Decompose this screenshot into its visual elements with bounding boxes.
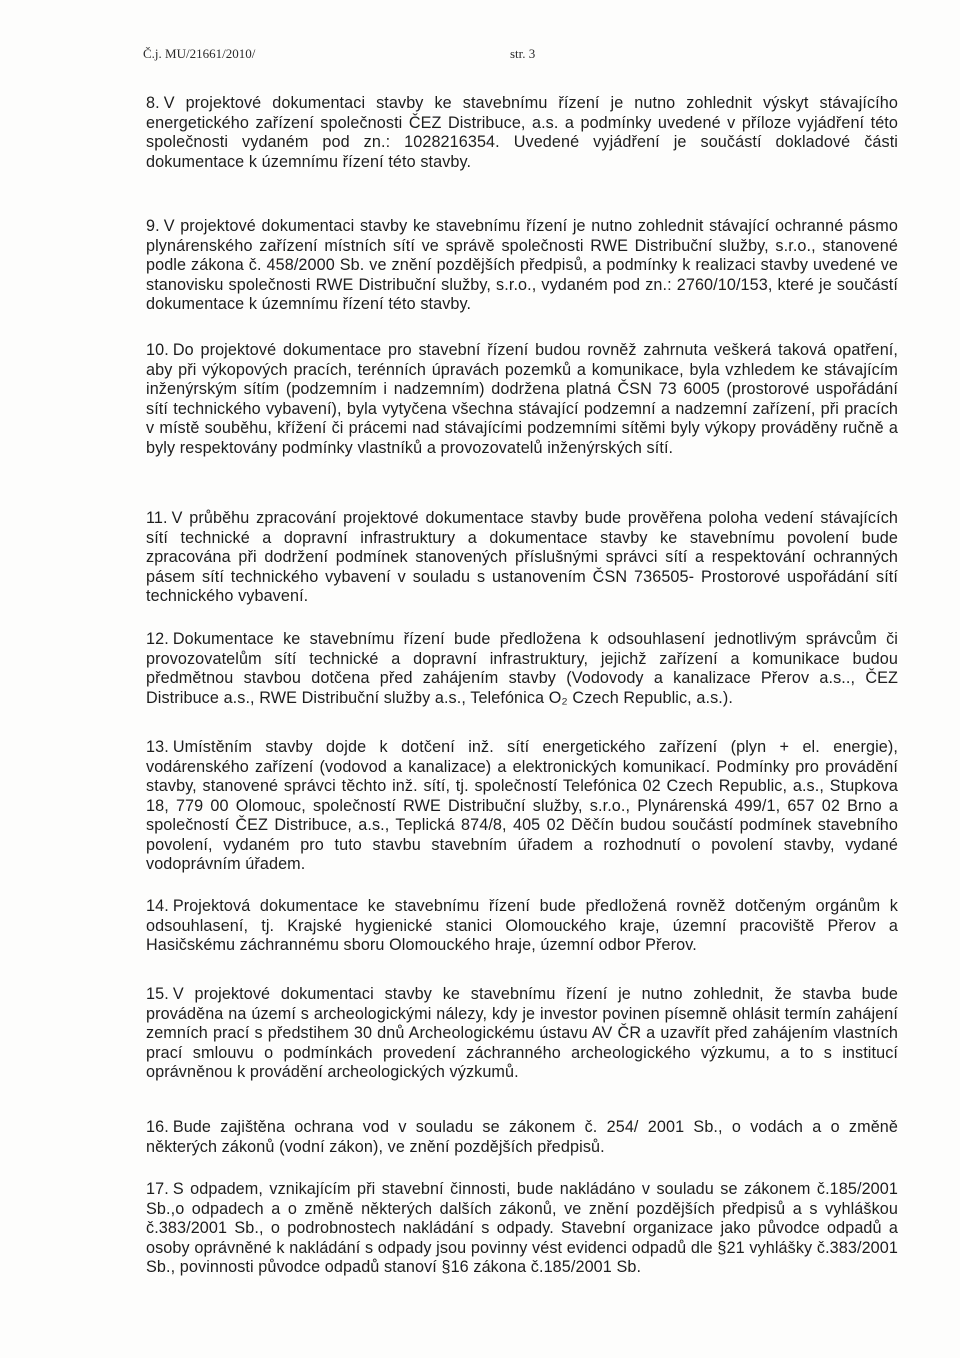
paragraph-9 <box>146 217 898 315</box>
paragraph-text: Bude zajištěna ochrana vod v souladu se zákonem č. 254/ 2001 Sb., o vodách a o změně některých zákonů (vodní zákon), ve znění pozdějších předpisů. <box>146 1118 898 1156</box>
paragraph-number: 13. <box>146 738 169 756</box>
paragraph-number: 12. <box>146 630 169 648</box>
paragraph-text: S odpadem, vznikajícím při stavební činnosti, bude nakládáno v souladu se zákonem č.185/2001 Sb.,o odpadech a o změně některých dalších zákonů, ve znění pozdějších předpisů a s vyhláškou č.383/2001 Sb., o podrobnostech nakládání s odpady. Stavební organizace jako původce odpadů a osoby oprávněné k nakládání s odpady jsou povinny vést evidenci odpadů dle §21 vyhlášky č.383/2001 Sb., povinnosti původce odpadů stanoví §16 zákona č.185/2001 Sb. <box>146 1180 898 1276</box>
paragraph-text: V projektové dokumentaci stavby ke stavebnímu řízení je nutno zohlednit, že stavba bude prováděna na území s archeologickými nálezy, kdy je investor povinen písemně ohlásit termín zahájení zemních prací s předstihem 30 dnů Archeologickému ústavu AV ČR a uzavřít před zahájením vlastních prací smlouvu o podmínkách provedení záchranného archeologického výzkumu, a to s institucí oprávněnou k provádění archeologických výzkumů. <box>146 985 898 1081</box>
paragraph-text: Dokumentace ke stavebnímu řízení bude předložena k odsouhlasení jednotlivým správcům či provozovatelům sítí technické a dopravní infrastruktury, jejichž zařízení a komunikace budou předmětnou stavbou dotčena před zahájením stavby (Vodovody a kanalizace Přerov a.s.., ČEZ Distribuce a.s., RWE Distribuční služby a.s., Telefónica O₂ Czech Republic, a.s.). <box>146 630 898 707</box>
paragraph-text: Umístěním stavby dojde k dotčení inž. sítí energetického zařízení (plyn + el. energie), vodárenského zařízení (vodovod a kanalizace) a elektronických komunikací. Podmínky pro provádění stavby, stanovené správci těchto inž. sítí, tj. společností Telefónica 02 Czech Republic, a.s., Stupkova 18, 779 00 Olomouc, společností RWE Distribuční služby, s.r.o., Plynárenská 499/1, 657 02 Brno a společností ČEZ Distribuce, a.s., Teplická 874/8, 405 02 Děčín budou součástí podmínek stavebního povolení, vydaném pro tuto stavbu stavebním úřadem a rozhodnutí o povolení stavby, vydané vodoprávním úřadem. <box>146 738 898 873</box>
paragraph-text: Projektová dokumentace ke stavebnímu řízení bude předložená rovněž dotčeným orgánům k odsouhlasení, tj. Krajské hygienické stanici Olomouckého kraje, územní pracoviště Přerov a Hasičskému záchrannému sboru Olomouckého hraje, územní odbor Přerov. <box>146 897 898 954</box>
paragraph-number: 17. <box>146 1180 169 1198</box>
paragraph-12 <box>146 630 898 708</box>
paragraph-15 <box>146 985 898 1083</box>
page-number: str. 3 <box>510 46 536 61</box>
paragraph-number: 14. <box>146 897 169 915</box>
paragraph-16 <box>146 1118 898 1157</box>
paragraph-number: 8. <box>146 94 160 112</box>
paragraph-8 <box>146 94 898 172</box>
paragraph-number: 11. <box>146 509 168 527</box>
paragraph-17 <box>146 1180 898 1278</box>
paragraph-text: V projektové dokumentaci stavby ke stavebnímu řízení je nutno zohlednit výskyt stávajícího energetického zařízení společnosti ČEZ Distribuce, a.s. a podmínky uvedené v příloze vyjádření této společnosti vydaném pod zn.: 1028216354. Uvedené vyjádření je součástí dokladové části dokumentace k územnímu řízení této stavby. <box>146 94 898 171</box>
paragraph-number: 16. <box>146 1118 169 1136</box>
paragraph-13 <box>146 738 898 875</box>
paragraph-text: V průběhu zpracování projektové dokumentace stavby bude prověřena poloha vedení stávajících sítí technické a dopravní infrastruktury a dokumentace stavby ke stavebnímu povolení bude zpracována při dodržení podmínek stanovených příslušnými správci sítí a respektování ochranných pásem sítí technického vybavení v souladu s ustanovením ČSN 736505- Prostorové uspořádání sítí technického vybavení. <box>146 509 898 605</box>
paragraph-number: 9. <box>146 217 160 235</box>
paragraph-number: 10. <box>146 341 169 359</box>
paragraph-11 <box>146 509 898 607</box>
paragraph-10 <box>146 341 898 458</box>
paragraph-number: 15. <box>146 985 169 1003</box>
paragraph-text: Do projektové dokumentace pro stavební řízení budou rovněž zahrnuta veškerá taková opatření, aby při výkopových pracích, terénních úpravách pozemků a komunikace, byla vzhledem ke stávajícím inženýrským sítím (podzemním i nadzemním) dodržena platná ČSN 73 6005 (prostorové uspořádání sítí technického vybavení), byla vytyčena všechna stávající podzemní a nadzemní zařízení, při pracích v místě souběhu, křížení či prácemi nad stávajícími podzemními sítěmi byly výkopy prováděny ručně a byly respektovány podmínky vlastníků a provozovatelů inženýrských sítí. <box>146 341 898 457</box>
document-reference: Č.j. MU/21661/2010/ <box>143 46 256 61</box>
paragraph-14 <box>146 897 898 956</box>
paragraph-text: V projektové dokumentaci stavby ke stavebnímu řízení je nutno zohlednit stávající ochranné pásmo plynárenského zařízení místních sítí ve správě společnosti RWE Distribuční služby, s.r.o., stanovené podle zákona č. 458/2000 Sb. ve znění pozdějších předpisů, a podmínky k realizaci stavby uvedené ve stanovisku společnosti RWE Distribuční služby, s.r.o., vydaném pod zn.: 2760/10/153, které je součástí dokumentace k územnímu řízení této stavby. <box>146 217 898 313</box>
